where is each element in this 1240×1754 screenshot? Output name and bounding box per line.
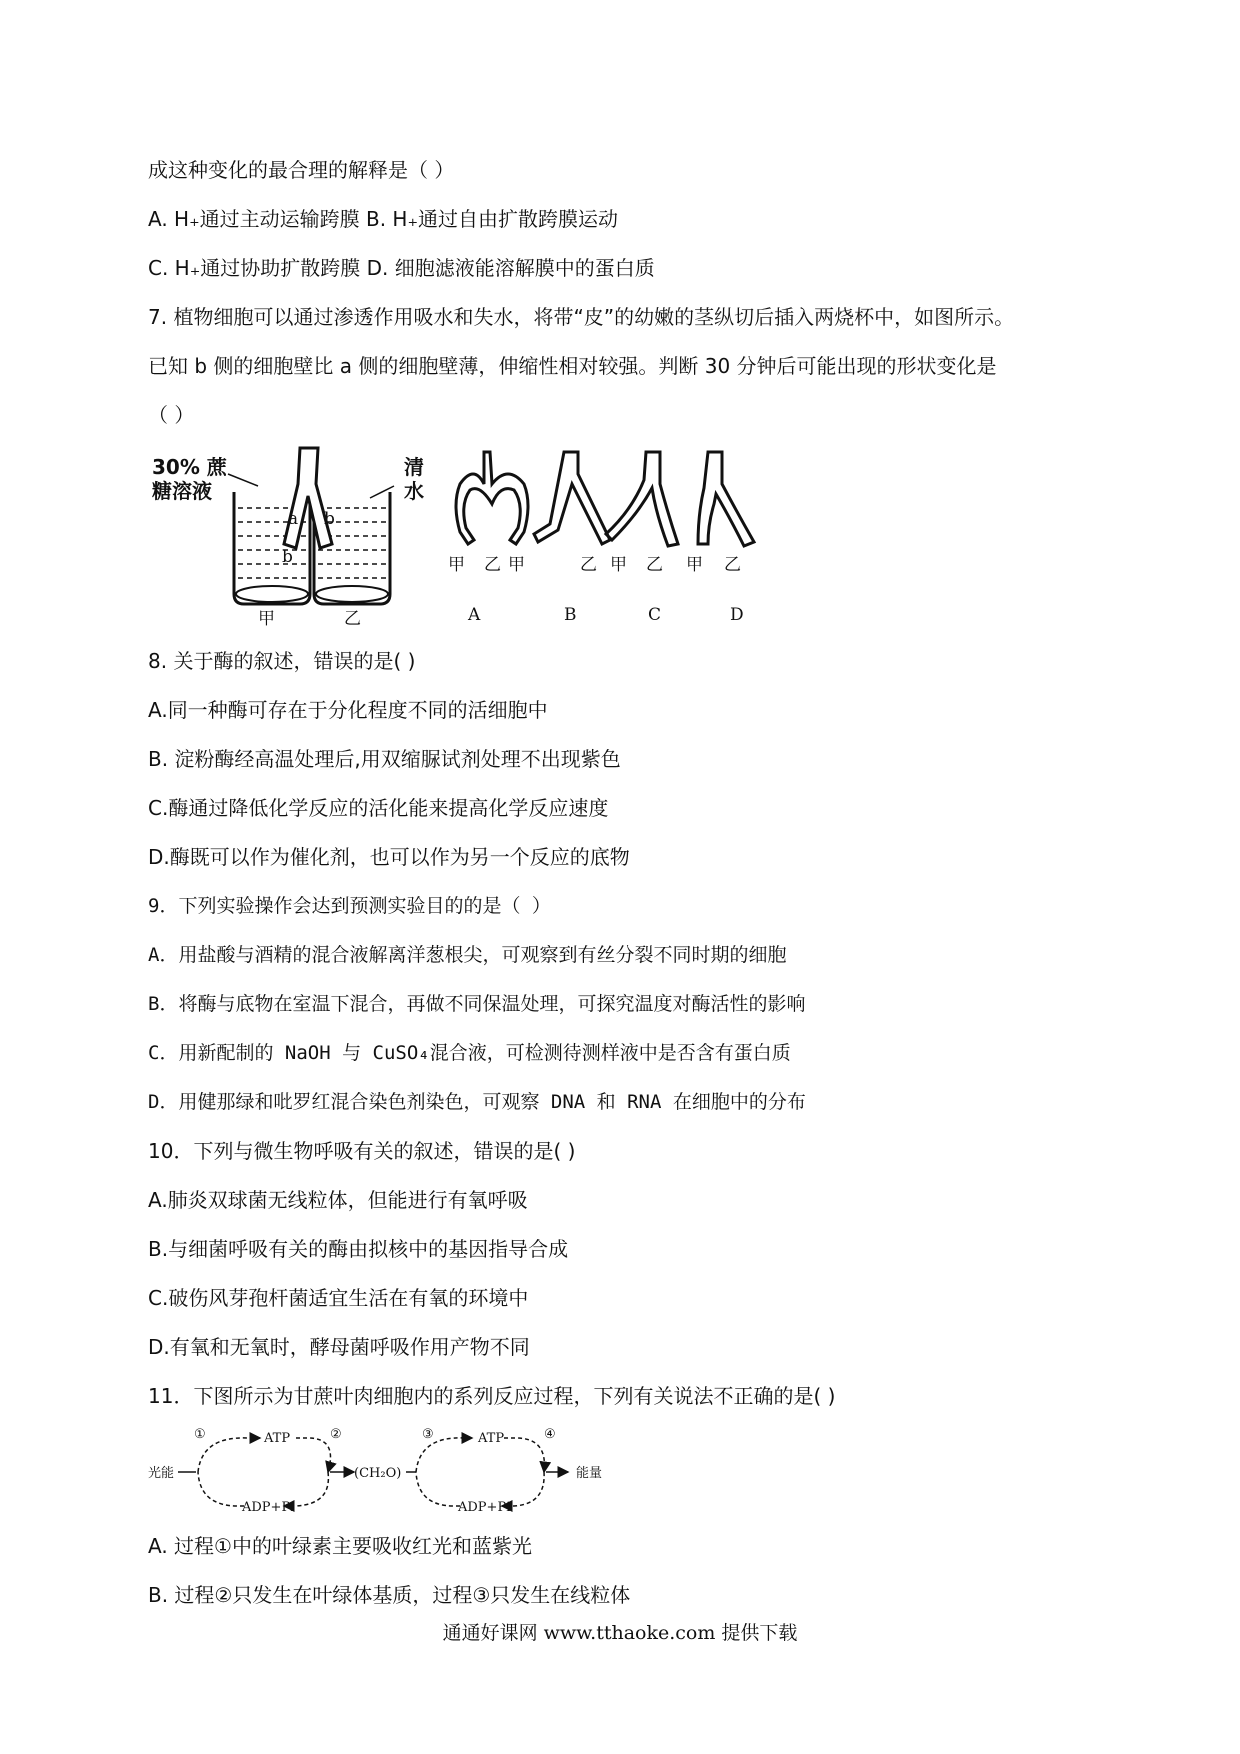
q7-stem-line-3: （ ） (148, 403, 195, 427)
q10-option-b: B.与细菌呼吸有关的酶由拟核中的基因指导合成 (148, 1237, 569, 1261)
q10-option-c: C.破伤风芽孢杆菌适宜生活在有氧的环境中 (148, 1286, 529, 1310)
q11-stem: 11．下图所示为甘蔗叶肉细胞内的系列反应过程，下列有关说法不正确的是( ) (148, 1384, 836, 1408)
label-step-3: ③ (422, 1427, 434, 1442)
label-beaker-yi: 乙 (344, 609, 361, 629)
q9-option-b: B．将酶与底物在室温下混合，再做不同保温处理，可探究温度对酶活性的影响 (148, 993, 806, 1015)
q7-stem-line-1: 7. 植物细胞可以通过渗透作用吸水和失水，将带“皮”的幼嫩的茎纵切后插入两烧杯中，如图所示。 (148, 305, 1015, 329)
opt-label-c: C (648, 605, 662, 625)
q11-option-b: B. 过程②只发生在叶绿体基质，过程③只发生在线粒体 (148, 1583, 631, 1607)
opt-d-jia: 甲 (686, 555, 703, 575)
label-ch2o: (CH₂O) (354, 1466, 402, 1481)
q9-stem: 9．下列实验操作会达到预测实验目的的是（ ） (148, 895, 551, 917)
label-beaker-jia: 甲 (258, 609, 275, 629)
label-water-2: 水 (404, 479, 424, 503)
q6-options-ab: A. H₊通过主动运输跨膜 B. H₊通过自由扩散跨膜运动 (148, 207, 619, 231)
q7-stem-line-2: 已知 b 侧的细胞壁比 a 侧的细胞壁薄，伸缩性相对较强。判断 30 分钟后可能出现的形状变化是 (148, 354, 997, 378)
label-atp-1: ATP (264, 1431, 291, 1446)
q10-option-d: D.有氧和无氧时，酵母菌呼吸作用产物不同 (148, 1335, 530, 1359)
opt-label-d: D (730, 605, 744, 625)
opt-a-yi: 乙 (484, 555, 501, 575)
q8-option-b: B. 淀粉酶经高温处理后,用双缩脲试剂处理不出现紫色 (148, 747, 621, 771)
opt-d-yi: 乙 (724, 555, 741, 575)
label-side-a: a (288, 509, 299, 529)
q8-option-d: D.酶既可以作为催化剂，也可以作为另一个反应的底物 (148, 845, 630, 869)
label-sucrose-1: 30% 蔗 (152, 455, 227, 479)
option-a-shape (456, 452, 528, 544)
option-b-shape (534, 452, 610, 544)
q9-option-a: A．用盐酸与酒精的混合液解离洋葱根尖，可观察到有丝分裂不同时期的细胞 (148, 944, 787, 966)
label-side-b-right: b (324, 509, 335, 529)
q6-options-cd: C. H₊通过协助扩散跨膜 D. 细胞滤液能溶解膜中的蛋白质 (148, 256, 655, 280)
label-adp-2: ADP+Pi (458, 1500, 511, 1514)
label-step-1: ① (194, 1427, 206, 1442)
label-light-energy: 光能 (148, 1466, 175, 1481)
label-step-2: ② (330, 1427, 342, 1442)
q11-figure (148, 1424, 628, 1514)
q9-option-d: D．用健那绿和吡罗红混合染色剂染色，可观察 DNA 和 RNA 在细胞中的分布 (148, 1091, 806, 1113)
label-step-4: ④ (544, 1427, 556, 1442)
page-footer: 通通好课网 www.tthaoke.com 提供下载 (442, 1622, 798, 1644)
q8-stem: 8. 关于酶的叙述，错误的是( ) (148, 649, 416, 673)
option-c-shape (606, 452, 678, 546)
label-water-1: 清 (404, 455, 424, 479)
q8-option-c: C.酶通过降低化学反应的活化能来提高化学反应速度 (148, 796, 609, 820)
q9-option-c: C．用新配制的 NaOH 与 CuSO₄混合液，可检测待测样液中是否含有蛋白质 (148, 1042, 791, 1064)
q10-option-a: A.肺炎双球菌无线粒体，但能进行有氧呼吸 (148, 1188, 528, 1212)
q11-option-a: A. 过程①中的叶绿素主要吸收红光和蓝紫光 (148, 1534, 532, 1558)
option-d-shape (698, 452, 754, 546)
label-atp-2: ATP (478, 1431, 505, 1446)
stem-shape (284, 448, 332, 548)
opt-a-jia: 甲 (448, 555, 465, 575)
opt-label-b: B (564, 605, 577, 625)
opt-b-yi: 乙 (580, 555, 597, 575)
q7-figure (148, 444, 828, 630)
label-adp-1: ADP+Pi (242, 1500, 295, 1514)
opt-b-jia: 甲 (508, 555, 525, 575)
opt-c-jia: 甲 (610, 555, 627, 575)
q6-stem-end: 成这种变化的最合理的解释是（ ） (148, 158, 455, 182)
opt-label-a: A (468, 605, 481, 625)
opt-c-yi: 乙 (646, 555, 663, 575)
label-sucrose-2: 糖溶液 (152, 479, 212, 503)
q8-option-a: A.同一种酶可存在于分化程度不同的活细胞中 (148, 698, 548, 722)
label-energy: 能量 (576, 1466, 603, 1481)
q10-stem: 10．下列与微生物呼吸有关的叙述，错误的是( ) (148, 1139, 576, 1163)
label-side-b: b (282, 547, 293, 567)
